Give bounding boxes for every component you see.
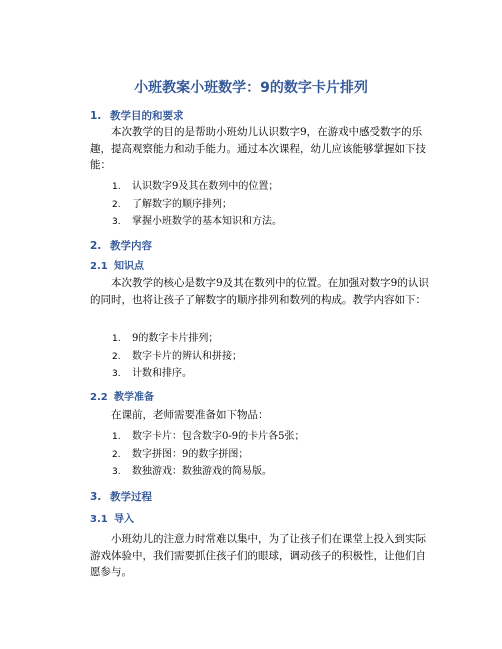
- list-text: 掌握小班数学的基本知识和方法。: [132, 216, 282, 227]
- subsection-title: 导入: [114, 514, 134, 525]
- list-item: [112, 178, 282, 196]
- document-title: 小班教案小班数学：9的数字卡片排列: [134, 80, 368, 96]
- list-text: 9的数字卡片排列；: [132, 333, 219, 344]
- list-text: 数字卡片：包含数字0-9的卡片各5张；: [132, 431, 305, 442]
- list-item: [112, 446, 304, 464]
- subsection-number: 2.1: [90, 261, 108, 272]
- section-1-heading: [90, 108, 184, 124]
- section-number: 1.: [90, 110, 102, 122]
- list-number: 3.: [112, 467, 121, 477]
- subsection-2-1-list: [112, 330, 242, 383]
- list-item: [112, 365, 242, 383]
- subsection-number: 3.1: [90, 514, 108, 525]
- list-text: 了解数字的顺序排列；: [132, 198, 232, 210]
- list-number: 2.: [112, 449, 121, 460]
- list-item: [112, 463, 304, 481]
- subsection-title: 知识点: [114, 261, 144, 272]
- section-title: 教学目的和要求: [110, 110, 184, 122]
- section-title: 教学内容: [110, 240, 152, 252]
- list-text: 计数和排序。: [132, 368, 192, 379]
- list-text: 数字卡片的辨认和拼接；: [132, 350, 242, 362]
- subsection-3-1-heading: [90, 512, 134, 528]
- section-number: 2.: [90, 240, 102, 252]
- list-text: 数独游戏：数独游戏的简易版。: [132, 466, 272, 477]
- subsection-2-1-heading: [90, 259, 144, 275]
- list-number: 2.: [112, 351, 121, 362]
- list-number: 3.: [112, 369, 121, 379]
- subsection-2-2-list: [112, 428, 304, 481]
- list-number: 1.: [112, 182, 121, 192]
- subsection-3-1-paragraph: 小班幼儿的注意力时常难以集中，为了让孩子们在课堂上投入到实际游戏体验中，我们需要抓住孩子们的眼球，调动孩子的积极性，让他们自愿参与。: [90, 533, 426, 578]
- list-text: 数字拼图：9的数字拼图；: [132, 448, 249, 460]
- subsection-2-2-heading: [90, 390, 154, 406]
- section-1-paragraph: 本次教学的目的是帮助小班幼儿认识数字9，在游戏中感受数字的乐趣，提高观察能力和动手能力。通过本次课程，幼儿应该能够掌握如下技能：: [90, 126, 426, 171]
- list-number: 1.: [112, 334, 121, 344]
- section-1-list: [112, 178, 282, 231]
- list-item: [112, 196, 282, 214]
- list-number: 3.: [112, 217, 121, 227]
- list-item: [112, 348, 242, 366]
- subsection-2-2-paragraph: 在课前，老师需要准备如下物品：: [111, 409, 269, 421]
- list-item: [112, 213, 282, 231]
- list-item: [112, 428, 304, 446]
- section-title: 教学过程: [110, 491, 152, 503]
- list-text: 认识数字9及其在数列中的位置；: [132, 181, 279, 192]
- list-number: 2.: [112, 199, 121, 210]
- list-item: [112, 330, 242, 348]
- subsection-2-1-paragraph: 本次教学的核心是数字9及其在数列中的位置。在加强对数字9的认识的同时，也将让孩子了解数字的顺序排列和数列的构成。教学内容如下：: [90, 277, 429, 306]
- subsection-title: 教学准备: [114, 392, 154, 403]
- section-number: 3.: [90, 491, 102, 503]
- subsection-number: 2.2: [90, 392, 108, 403]
- section-2-heading: [90, 238, 152, 254]
- section-3-heading: [90, 489, 152, 505]
- list-number: 1.: [112, 432, 121, 442]
